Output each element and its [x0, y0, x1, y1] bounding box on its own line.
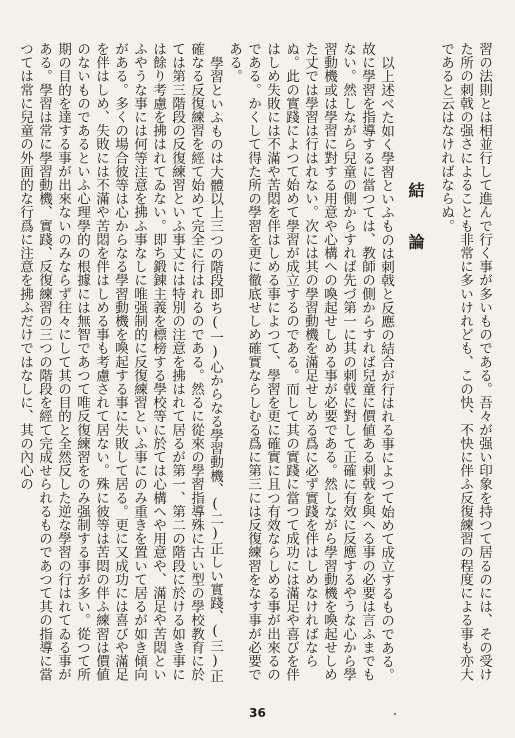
section-heading: 結論	[406, 182, 425, 285]
scan-speck	[394, 713, 396, 715]
paragraph-1: 以上述べた如く學習といふものは刺戟と反應の結合が行はれる事によつて始めて成立するものである。故に學習を指導するに當つては、教師の側からすれば兒童に價値ある刺戟を與へる事の必要は言ふまでもない。然しながら兒童の側からすれば先づ第一に其の刺戟に對して正確に有效に反應するやうな心から學習動機或は學習に對する用意や心構への喚起せしめる事が必要である。然しながら學習動機を喚起せしめた丈では學習は行はれない。次には其の學習動機を滿足せしめる爲に必ず實踐を伴はしめなければならぬ。此の實踐によつて始めて學習が成立するのである。而して其の實踐に當つて成功には滿足や喜びを伴はしめ失敗には不滿や苦悶を伴はしめる事によつて、學習を更に確實に且つ有效ならしめる事が出來るのである。かくして得た所の學習を更に徹底せしめ確實ならしむる爲に第三には反復練習をなす事が必要である。	[226, 42, 394, 682]
body-text	[17, 42, 493, 682]
paragraph-continued: 習の法則とは相並行して進んで行く事が多いものである。吾々が强い印象を持つて居るのには、その受けた所の刺戟の强さによることも非常に多いけれども、この快、不快に伴ふ反復練習の程度による事も亦大であると云はなければならぬ。	[438, 42, 492, 682]
paragraph-2: 學習といふものは大體以上三つの階段即ち(一)心からなる學習動機、(二)正しい實踐、(三)正確なる反復練習を經て始めて完全に行はれるのである。然るに從來の學習指導殊に古い型の學校教育に於ては第三階段の反復練習といふ事丈には特別の注意を拂はれて居るが第一、第二の階段に於ける如き事には餘り考慮を拂はれてゐない。即ち鍛錬主義を標榜する學校等に於ては心構へや用意や、滿足や苦悶といふやうな事には何等注意を拂ふ事なしに唯强制的に反復練習といふ事にのみ重きを置いて居るが如き傾向がある。多くの場合彼等は心からなる學習動機を喚起する事に失敗して居る。更に又成功には喜びや滿足を伴はしめ、失敗には不滿や苦悶を伴はしめる事も考慮されて居ない。殊に彼等は苦悶の伴ふ練習は價値のないものであるといふ心理學的の根據には無智であつて唯反復練習をのみ强制する事が多い。從つて所期の目的を達する事が出來ないのみならず往々にして其の目的と全然反した逆な學習の行はれてゐる事がある。學習は常に學習動機、實踐、反復練習の三つの階段を經て完成せられるものであつて其の指導に當つては常に兒童の外面的な行爲に注意を拂ふだけではなしに、其の內心の	[17, 42, 223, 682]
page-number: 36	[249, 706, 266, 720]
